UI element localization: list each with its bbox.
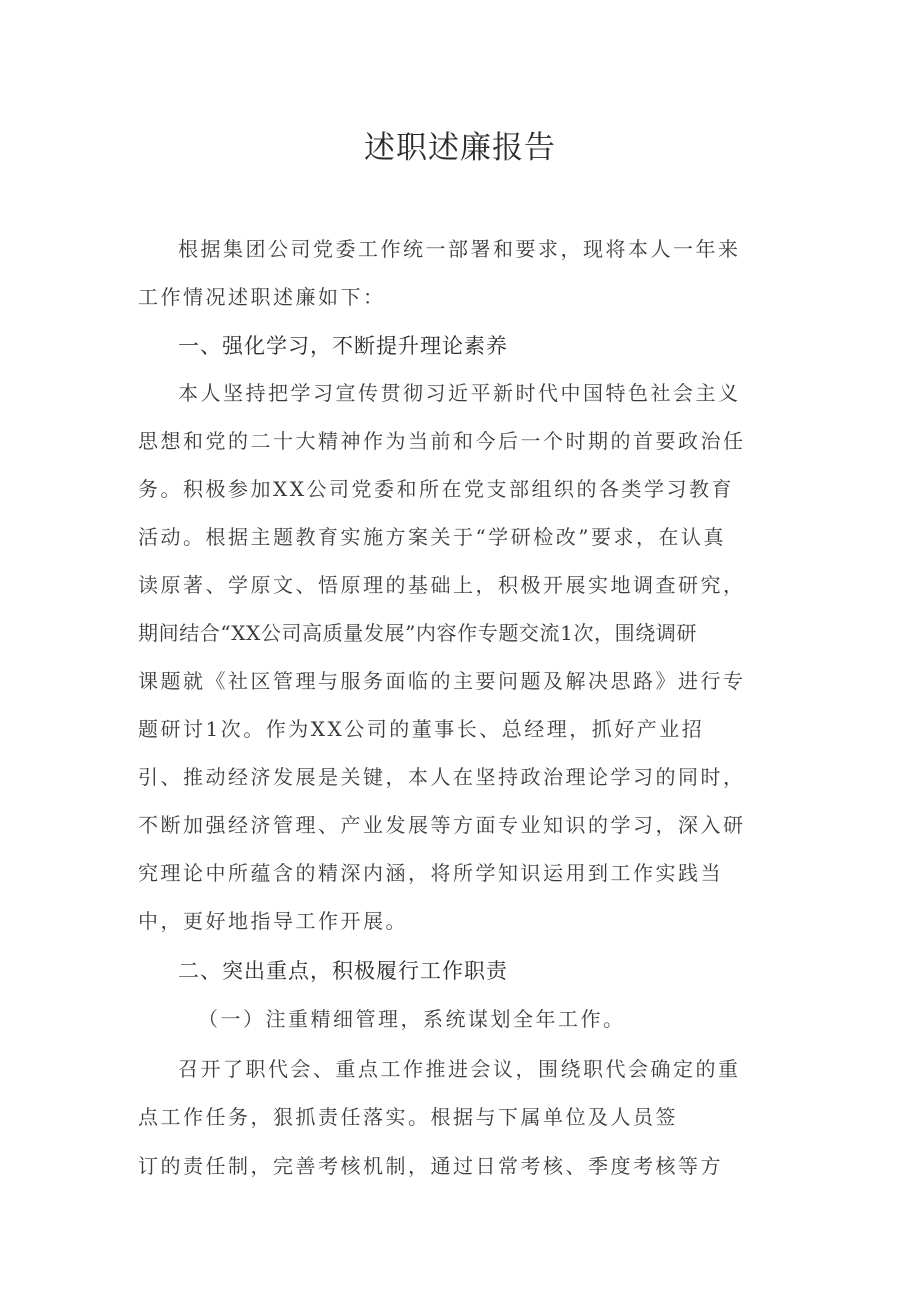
paragraph-line: 活动。根据主题教育实施方案关于“学研检改”要求，在认真 [138, 525, 726, 549]
paragraph-line: 不断加强经济管理、产业发展等方面专业知识的学习，深入研 [138, 813, 746, 837]
paragraph-line: 课题就《社区管理与服务面临的主要问题及解决思路》进行专 [138, 669, 746, 693]
subsection-heading: （一）注重精细管理，系统谋划全年工作。 [198, 1007, 626, 1031]
section-heading-1: 一、强化学习，不断提升理论素养 [178, 334, 508, 358]
paragraph-line: 期间结合“XX公司高质量发展”内容作专题交流1次，围绕调研 [138, 621, 698, 645]
paragraph-line: 根据集团公司党委工作统一部署和要求，现将本人一年来 [178, 237, 741, 261]
paragraph-line: 引、推动经济发展是关键，本人在坚持政治理论学习的同时， [138, 765, 746, 789]
paragraph-line: 务。积极参加XX公司党委和所在党支部组织的各类学习教育 [138, 477, 734, 501]
paragraph-line: 本人坚持把学习宣传贯彻习近平新时代中国特色社会主义 [178, 381, 741, 405]
document-title: 述职述廉报告 [364, 130, 556, 166]
paragraph-line: 题研讨1次。作为XX公司的董事长、总经理，抓好产业招 [138, 717, 705, 741]
section-heading-2: 二、突出重点，积极履行工作职责 [178, 959, 508, 983]
paragraph-line: 中，更好地指导工作开展。 [138, 909, 408, 933]
paragraph-line: 召开了职代会、重点工作推进会议，围绕职代会确定的重 [178, 1057, 741, 1081]
paragraph-line: 究理论中所蕴含的精深内涵，将所学知识运用到工作实践当 [138, 861, 723, 885]
paragraph-line: 工作情况述职述廉如下： [138, 285, 386, 309]
paragraph-line: 读原著、学原文、悟原理的基础上，积极开展实地调查研究， [138, 573, 746, 597]
paragraph-line: 点工作任务，狠抓责任落实。根据与下属单位及人员签 [138, 1105, 678, 1129]
paragraph-line: 订的责任制，完善考核机制，通过日常考核、季度考核等方 [138, 1154, 723, 1178]
paragraph-line: 思想和党的二十大精神作为当前和今后一个时期的首要政治任 [138, 429, 746, 453]
